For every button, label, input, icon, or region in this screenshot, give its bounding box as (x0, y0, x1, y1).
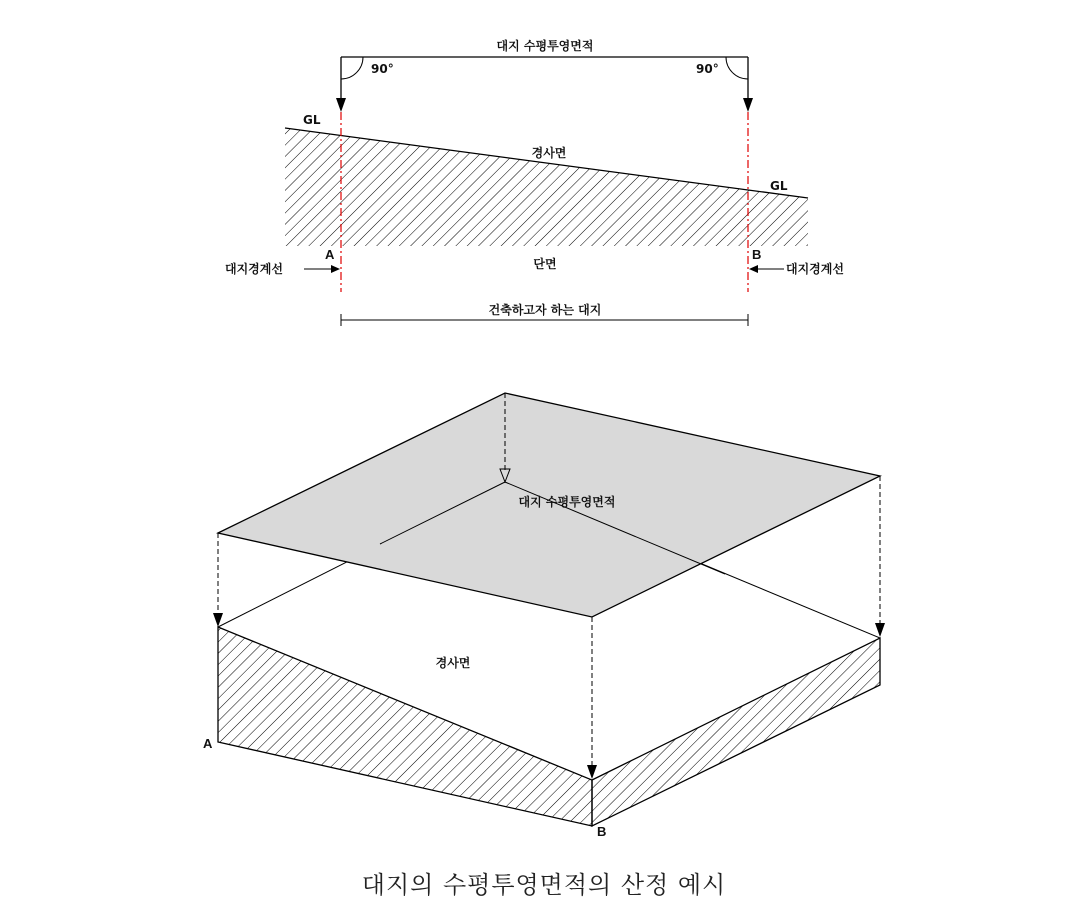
right-angle-label: 90° (696, 62, 719, 76)
figure-caption: 대지의 수평투영면적의 산정 예시 (361, 871, 727, 899)
point-a-label: A (325, 247, 335, 262)
boundary-right-arrow-icon (749, 265, 758, 273)
projection-area-label: 대지 수평투영면적 (518, 495, 616, 509)
gl-left-label: GL (303, 113, 321, 127)
left-angle-label: 90° (371, 62, 394, 76)
site-label: 건축하고자 하는 대지 (488, 303, 602, 317)
isometric-diagram (203, 393, 885, 839)
iso-point-b-label: B (597, 824, 607, 839)
section-label: 단면 (533, 257, 557, 271)
gl-right-label: GL (770, 179, 788, 193)
boundary-left-arrow-icon (331, 265, 340, 273)
left-arrow-icon (336, 98, 346, 112)
projection-arrow-right-icon (875, 623, 885, 637)
section-diagram (225, 38, 844, 326)
projection-dimension-label: 대지 수평투영면적 (496, 39, 594, 53)
iso-slope-label: 경사면 (435, 656, 471, 670)
boundary-right-label: 대지경계선 (786, 262, 844, 276)
right-front-face (592, 638, 880, 826)
left-front-face (218, 627, 592, 826)
point-b-label: B (752, 247, 762, 262)
boundary-left-label: 대지경계선 (225, 262, 283, 276)
iso-point-a-label: A (203, 736, 213, 751)
left-right-angle-mark (341, 57, 363, 79)
slope-label: 경사면 (531, 146, 567, 160)
right-arrow-icon (743, 98, 753, 112)
projection-arrow-front-icon (587, 765, 597, 779)
right-right-angle-mark (726, 57, 748, 79)
